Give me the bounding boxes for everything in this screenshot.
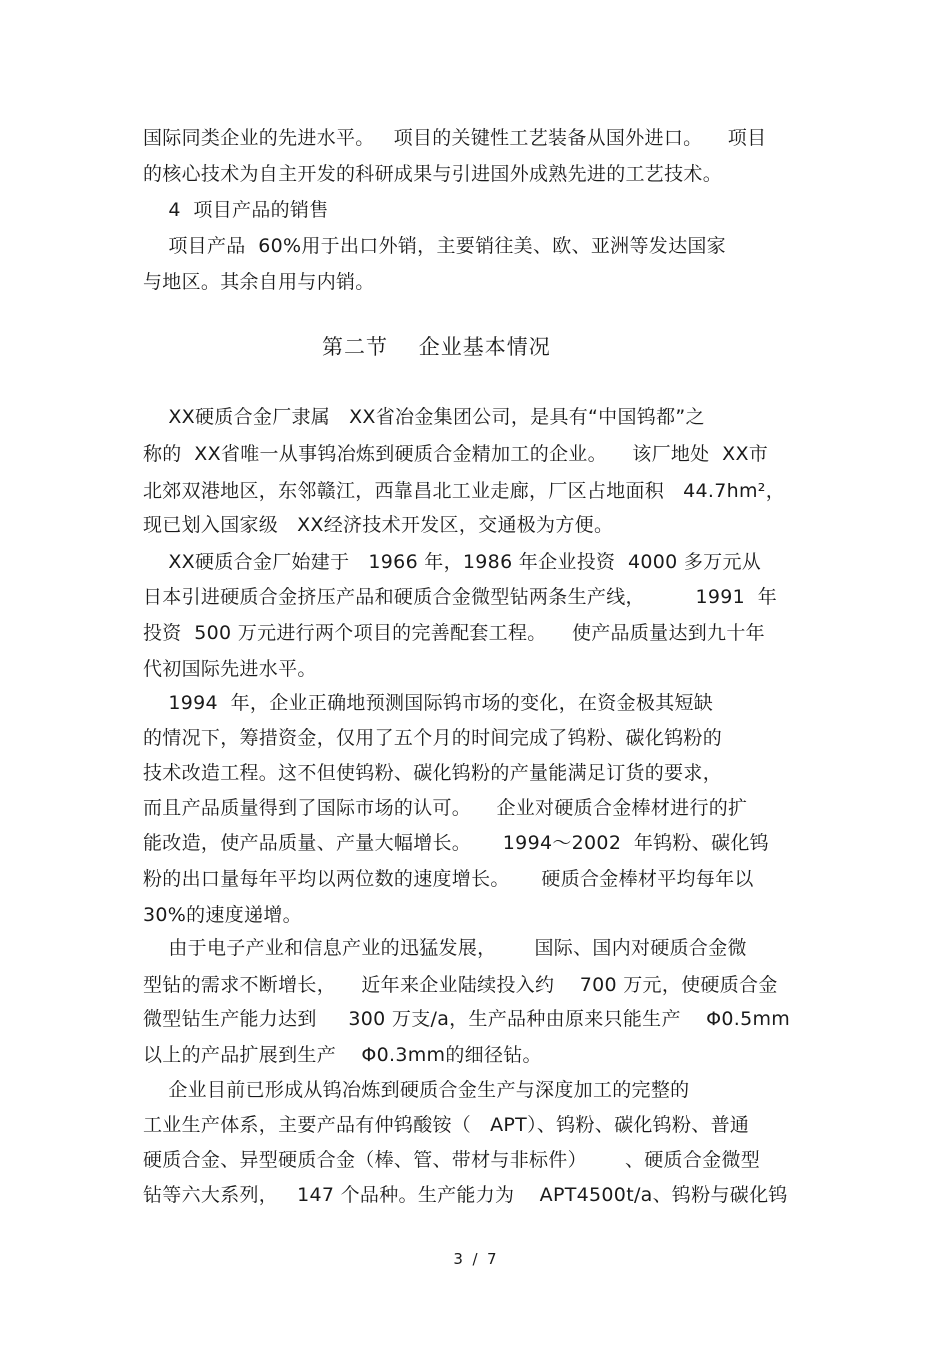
text-line: 北郊双港地区，东邻赣江，西靠昌北工业走廊，厂区占地面积 44.7hm²， xyxy=(143,480,785,502)
text-line: 称的 XX省唯一从事钨冶炼到硬质合金精加工的企业。 该厂地处 XX市 xyxy=(143,443,769,465)
text-line: 的情况下，筹措资金，仅用了五个月的时间完成了钨粉、碳化钨粉的 xyxy=(143,727,723,749)
text-line: 1994 年，企业正确地预测国际钨市场的变化，在资金极其短缺 xyxy=(143,692,714,714)
text-line: 项目产品 60%用于出口外销，主要销往美、欧、亚洲等发达国家 xyxy=(143,235,726,257)
text-line: 现已划入国家级 XX经济技术开发区，交通极为方便。 xyxy=(143,514,614,536)
text-line: 企业目前已形成从钨冶炼到硬质合金生产与深度加工的完整的 xyxy=(143,1079,690,1101)
text-line: 钻等六大系列， 147 个品种。生产能力为 APT4500t/a、钨粉与碳化钨 xyxy=(143,1184,788,1206)
text-line: 4 项目产品的销售 xyxy=(143,199,329,221)
text-line: 微型钻生产能力达到 300 万支/a，生产品种由原来只能生产 Φ0.5mm xyxy=(143,1008,791,1030)
text-line: 型钻的需求不断增长， 近年来企业陆续投入约 700 万元，使硬质合金 xyxy=(143,974,778,996)
text-line: 30%的速度递增。 xyxy=(143,904,302,926)
text-line: XX硬质合金厂始建于 1966 年，1986 年企业投资 4000 多万元从 xyxy=(143,551,762,573)
text-line: 代初国际先进水平。 xyxy=(143,658,317,680)
text-line: 投资 500 万元进行两个项目的完善配套工程。 使产品质量达到九十年 xyxy=(143,622,765,644)
text-line: 以上的产品扩展到生产 Φ0.3mm的细径钻。 xyxy=(143,1044,542,1066)
text-line: 的核心技术为自主开发的科研成果与引进国外成熟先进的工艺技术。 xyxy=(143,163,723,185)
text-line: XX硬质合金厂隶属 XX省冶金集团公司，是具有“中国钨都”之 xyxy=(143,406,705,428)
text-line: 技术改造工程。这不但使钨粉、碳化钨粉的产量能满足订货的要求， xyxy=(143,762,723,784)
page-number: 3 / 7 xyxy=(453,1250,497,1268)
section-title: 第二节 企业基本情况 xyxy=(322,335,551,359)
text-line: 日本引进硬质合金挤压产品和硬质合金微型钻两条生产线， 1991 年 xyxy=(143,586,778,608)
text-line: 工业生产体系，主要产品有仲钨酸铵（ APT）、钨粉、碳化钨粉、普通 xyxy=(143,1114,750,1136)
text-line: 粉的出口量每年平均以两位数的速度增长。 硬质合金棒材平均每年以 xyxy=(143,868,754,890)
text-line: 由于电子产业和信息产业的迅猛发展， 国际、国内对硬质合金微 xyxy=(143,937,747,959)
text-line: 能改造，使产品质量、产量大幅增长。 1994～2002 年钨粉、碳化钨 xyxy=(143,832,769,854)
text-line: 而且产品质量得到了国际市场的认可。 企业对硬质合金棒材进行的扩 xyxy=(143,797,748,819)
text-line: 国际同类企业的先进水平。 项目的关键性工艺装备从国外进口。 项目 xyxy=(143,127,767,149)
text-line: 硬质合金、异型硬质合金（棒、管、带材与非标件） 、硬质合金微型 xyxy=(143,1149,761,1171)
text-line: 与地区。其余自用与内销。 xyxy=(143,271,375,293)
